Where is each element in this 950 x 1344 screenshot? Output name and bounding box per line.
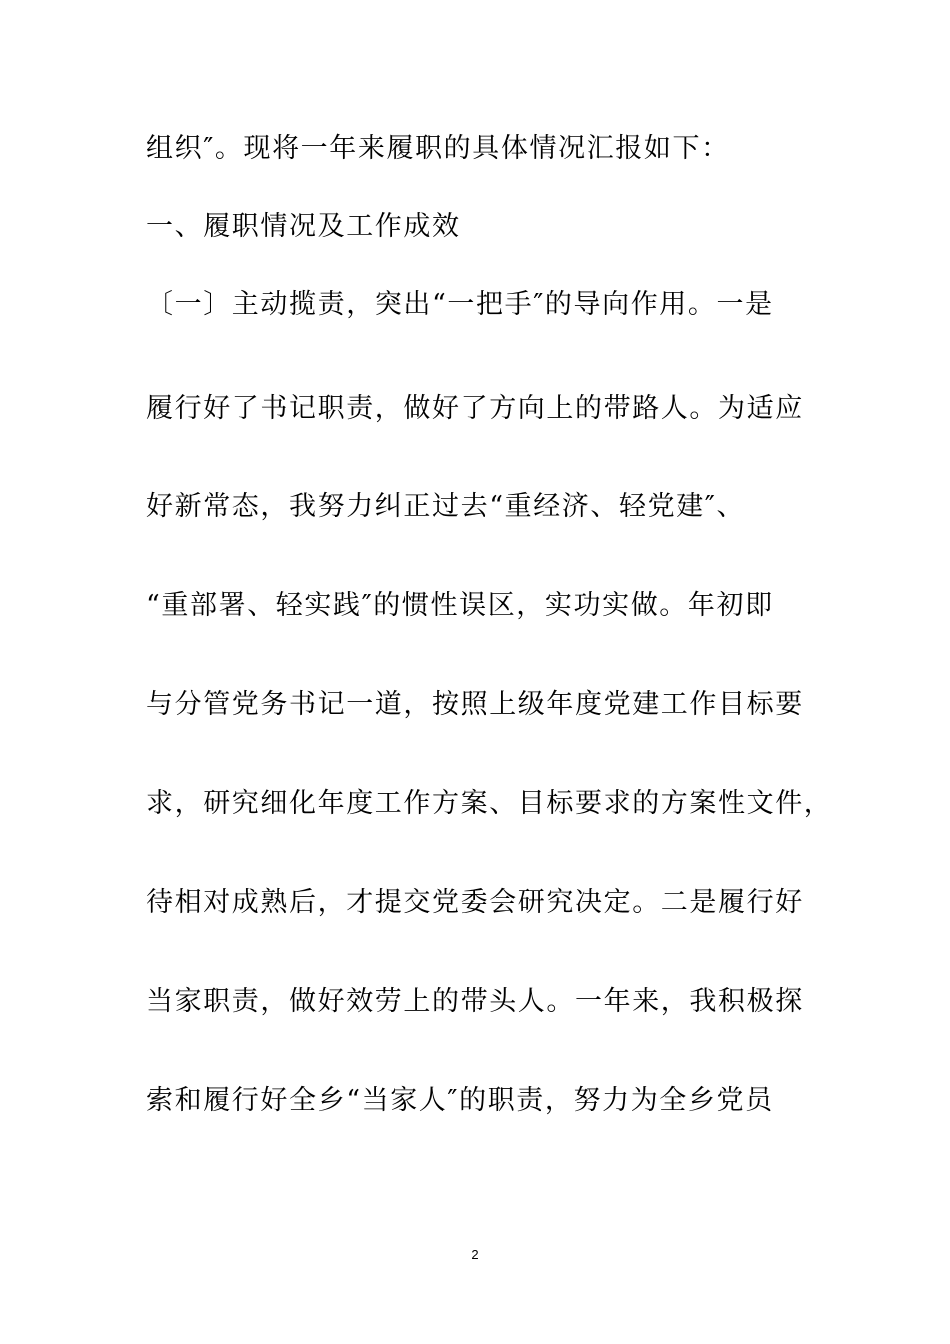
body-text-line: 履行好了书记职责，做好了方向上的带路人。为适应	[146, 393, 804, 424]
body-text-line: 索和履行好全乡“当家人″的职责，努力为全乡党员	[146, 1085, 774, 1116]
body-text-line: 组织″。现将一年来履职的具体情况汇报如下：	[146, 133, 730, 164]
section-heading: 一、履职情况及工作成效	[146, 211, 461, 242]
body-text-line: 〔一〕主动揽责，突出“一把手″的导向作用。一是	[146, 289, 774, 320]
body-text-line: 待相对成熟后，才提交党委会研究决定。二是履行好	[146, 887, 804, 918]
body-text-line: 当家职责，做好效劳上的带头人。一年来，我积极探	[146, 986, 804, 1017]
page-number: 2	[471, 1247, 479, 1262]
body-text-line: 求，研究细化年度工作方案、目标要求的方案性文件，	[146, 788, 833, 819]
body-text-line: 好新常态，我努力纠正过去“重经济、轻党建″、	[146, 491, 746, 522]
body-text-line: “重部署、轻实践″的惯性误区，实功实做。年初即	[146, 590, 774, 621]
body-text-line: 与分管党务书记一道，按照上级年度党建工作目标要	[146, 689, 804, 720]
